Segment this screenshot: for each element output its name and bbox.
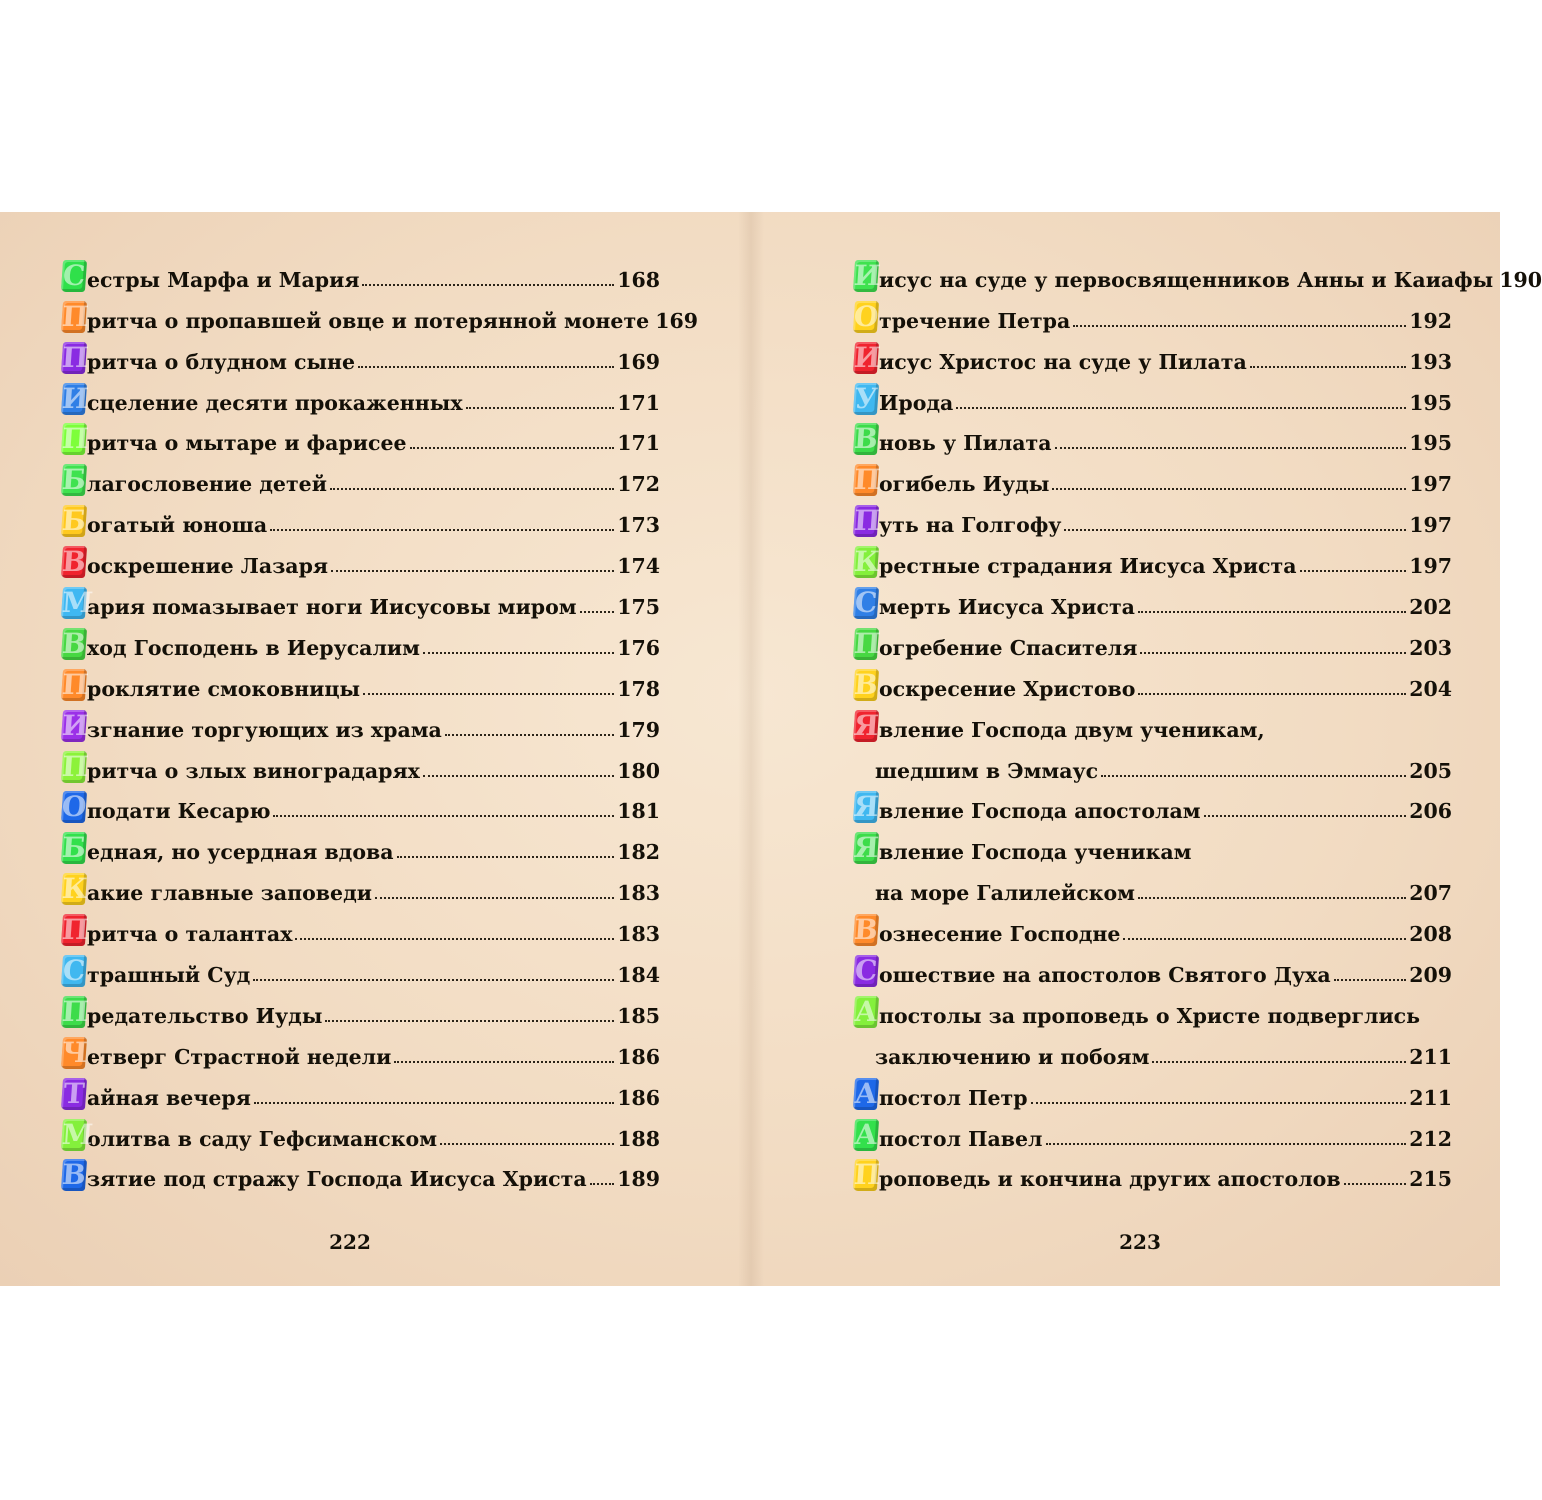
toc-entry — [62, 625, 660, 666]
toc-entry — [62, 543, 660, 584]
toc-entry — [854, 1116, 1452, 1157]
toc-entry-continuation — [854, 748, 1452, 789]
toc-entry-continuation — [854, 1034, 1452, 1075]
drop-cap-initial: П — [60, 422, 90, 456]
dot-leader — [580, 611, 615, 613]
dot-leader — [253, 979, 614, 981]
toc-entry — [854, 543, 1452, 584]
dot-leader — [1073, 325, 1406, 327]
toc-page-number: 192 — [1409, 308, 1452, 333]
toc-page-number: 197 — [1409, 513, 1452, 538]
toc-entry-title: постол Павел — [879, 1126, 1043, 1151]
toc-entry-title: вление Господа двум ученикам, — [879, 717, 1265, 742]
toc-entry-title: мерть Иисуса Христа — [879, 595, 1135, 620]
toc-entry-title: исус на суде у первосвященников Анны и Каиафы — [879, 267, 1494, 292]
right-page — [750, 212, 1542, 1286]
toc-entry — [62, 870, 660, 911]
toc-entry — [62, 707, 660, 748]
drop-cap-initial: И — [60, 381, 90, 415]
dot-leader — [295, 938, 614, 940]
toc-entry — [62, 666, 660, 707]
toc-page-number: 183 — [617, 881, 660, 906]
dot-leader — [362, 284, 614, 286]
toc-page-number: 195 — [1409, 431, 1452, 456]
drop-cap-initial: К — [60, 872, 89, 906]
toc-entry-title: ритча о пропавшей овце и потерянной монете — [87, 308, 650, 333]
dot-leader — [440, 1143, 614, 1145]
toc-entry — [854, 952, 1452, 993]
table-of-contents-right — [852, 257, 1542, 1197]
drop-cap-initial: И — [60, 708, 90, 742]
drop-cap-initial: А — [853, 994, 879, 1028]
toc-entry-title: заключению и побоям — [875, 1044, 1150, 1069]
toc-entry-title: огребение Спасителя — [879, 635, 1138, 660]
drop-cap-initial: П — [852, 626, 882, 660]
toc-page-number: 183 — [617, 922, 660, 947]
drop-cap-initial: В — [61, 1158, 88, 1192]
toc-entry-title: огибель Иуды — [879, 472, 1050, 497]
toc-entry-title: на море Галилейском — [875, 881, 1135, 906]
drop-cap-initial: С — [853, 586, 879, 620]
dot-leader — [445, 734, 614, 736]
toc-page-number: 190 — [1499, 267, 1542, 292]
toc-page-number: 174 — [617, 554, 660, 579]
toc-entry — [62, 421, 660, 462]
dot-leader — [330, 488, 614, 490]
toc-entry-title: ритча о злых виноградарях — [87, 758, 420, 783]
drop-cap-initial: М — [60, 1117, 95, 1151]
toc-entry-title: тречение Петра — [879, 308, 1071, 333]
drop-cap-initial: Б — [60, 504, 88, 538]
toc-entry-title: исус Христос на суде у Пилата — [879, 349, 1247, 374]
toc-page-number: 195 — [1409, 390, 1452, 415]
toc-page-number: 168 — [617, 267, 660, 292]
drop-cap-initial: К — [852, 545, 881, 579]
toc-page-number: 207 — [1409, 881, 1452, 906]
toc-entry-title: оскрешение Лазаря — [87, 554, 329, 579]
drop-cap-initial: В — [61, 545, 88, 579]
toc-page-number: 182 — [617, 840, 660, 865]
toc-page-number: 205 — [1409, 758, 1452, 783]
toc-page-number: 186 — [617, 1044, 660, 1069]
dot-leader — [423, 652, 614, 654]
toc-page-number: 215 — [1409, 1167, 1452, 1192]
toc-entry — [854, 1157, 1452, 1198]
toc-page-number: 208 — [1409, 922, 1452, 947]
toc-entry — [854, 707, 1452, 748]
toc-entry-title: рестные страдания Иисуса Христа — [879, 554, 1297, 579]
toc-entry — [62, 1034, 660, 1075]
toc-entry — [62, 789, 660, 830]
dot-leader — [590, 1183, 615, 1185]
dot-leader — [1300, 570, 1407, 572]
drop-cap-initial: В — [853, 422, 880, 456]
toc-entry-title: вление Господа апостолам — [879, 799, 1201, 824]
toc-entry — [854, 584, 1452, 625]
toc-page-number: 206 — [1409, 799, 1452, 824]
toc-entry — [62, 748, 660, 789]
dot-leader — [1123, 938, 1406, 940]
toc-entry-title: естры Марфа и Мария — [87, 267, 360, 292]
drop-cap-initial: О — [60, 790, 88, 824]
toc-entry-title: огатый юноша — [87, 513, 268, 538]
toc-entry-title: етверг Страстной недели — [87, 1044, 392, 1069]
drop-cap-initial: Ч — [60, 1035, 89, 1069]
dot-leader — [1204, 815, 1407, 817]
toc-entry — [854, 461, 1452, 502]
toc-entry — [62, 257, 660, 298]
toc-page-number: 175 — [617, 595, 660, 620]
drop-cap-initial: В — [61, 626, 88, 660]
toc-page-number: 193 — [1409, 349, 1452, 374]
drop-cap-initial: С — [61, 954, 87, 988]
toc-page-number: 211 — [1409, 1044, 1452, 1069]
toc-page-number: 181 — [617, 799, 660, 824]
toc-entry-title: роповедь и кончина других апостолов — [879, 1167, 1341, 1192]
toc-entry — [854, 911, 1452, 952]
toc-page-number: 169 — [655, 308, 699, 333]
toc-entry — [62, 993, 660, 1034]
toc-entry — [62, 1075, 660, 1116]
dot-leader — [394, 1061, 614, 1063]
dot-leader — [331, 570, 614, 572]
left-page — [0, 212, 750, 1286]
drop-cap-initial: О — [852, 299, 880, 333]
toc-page-number: 178 — [617, 676, 660, 701]
toc-page-number: 197 — [1409, 472, 1452, 497]
toc-entry-title: подати Кесарю — [87, 799, 271, 824]
toc-page-number: 184 — [617, 963, 660, 988]
toc-entry — [62, 1116, 660, 1157]
drop-cap-initial: М — [60, 586, 95, 620]
toc-entry-title: акие главные заповеди — [87, 881, 372, 906]
toc-page-number: 189 — [617, 1167, 660, 1192]
dot-leader — [375, 897, 614, 899]
toc-page-number: 188 — [617, 1126, 660, 1151]
toc-page-number: 173 — [617, 513, 660, 538]
toc-page-number: 179 — [617, 717, 660, 742]
toc-entry-title: новь у Пилата — [879, 431, 1052, 456]
toc-entry-title: трашный Суд — [87, 963, 251, 988]
toc-entry-title: ритча о блудном сыне — [87, 349, 356, 374]
dot-leader — [273, 815, 614, 817]
dot-leader — [254, 1102, 614, 1104]
toc-entry-title: роклятие смоковницы — [87, 676, 361, 701]
toc-entry-title: уть на Голгофу — [879, 513, 1062, 538]
toc-entry-title: ритча о талантах — [87, 922, 293, 947]
dot-leader — [270, 529, 614, 531]
dot-leader — [1138, 693, 1406, 695]
toc-entry — [854, 339, 1452, 380]
page-number: 223 — [1119, 1230, 1161, 1254]
dot-leader — [1052, 488, 1406, 490]
drop-cap-initial: С — [853, 954, 879, 988]
drop-cap-initial: Я — [852, 790, 880, 824]
toc-entry — [62, 952, 660, 993]
toc-entry-title: Ирода — [879, 390, 954, 415]
dot-leader — [1064, 529, 1406, 531]
dot-leader — [410, 447, 615, 449]
toc-entry — [62, 461, 660, 502]
toc-page-number: 197 — [1409, 554, 1452, 579]
drop-cap-initial: П — [60, 340, 90, 374]
toc-entry — [854, 298, 1452, 339]
dot-leader — [956, 407, 1406, 409]
toc-page-number: 180 — [617, 758, 660, 783]
toc-entry-title: айная вечеря — [87, 1085, 251, 1110]
toc-entry — [62, 339, 660, 380]
toc-entry-title: вление Господа ученикам — [879, 840, 1192, 865]
drop-cap-initial: Я — [852, 708, 880, 742]
dot-leader — [1138, 897, 1406, 899]
toc-page-number: 202 — [1409, 595, 1452, 620]
toc-entry — [854, 789, 1452, 830]
dot-leader — [1138, 611, 1406, 613]
drop-cap-initial: Б — [60, 831, 88, 865]
toc-entry — [854, 625, 1452, 666]
toc-entry — [854, 1075, 1452, 1116]
toc-page-number: 176 — [617, 635, 660, 660]
dot-leader — [1334, 979, 1407, 981]
toc-page-number: 204 — [1409, 676, 1452, 701]
toc-entry — [62, 911, 660, 952]
dot-leader — [1101, 775, 1406, 777]
toc-page-number: 171 — [617, 431, 660, 456]
toc-entry — [62, 380, 660, 421]
toc-entry — [62, 829, 660, 870]
toc-page-number: 172 — [617, 472, 660, 497]
toc-entry-continuation — [854, 870, 1452, 911]
toc-entry-title: шедшим в Эммаус — [875, 758, 1099, 783]
dot-leader — [1152, 1061, 1406, 1063]
toc-entry-title: едная, но усердная вдова — [87, 840, 394, 865]
toc-entry-title: постол Петр — [879, 1085, 1028, 1110]
toc-entry-title: постолы за проповедь о Христе подверглись — [879, 1003, 1421, 1028]
dot-leader — [1344, 1183, 1407, 1185]
toc-entry-title: сцеление десяти прокаженных — [87, 390, 463, 415]
toc-entry-title: ошествие на апостолов Святого Духа — [879, 963, 1331, 988]
toc-entry-title: згнание торгующих из храма — [87, 717, 442, 742]
table-of-contents-left — [60, 257, 699, 1197]
drop-cap-initial: И — [852, 258, 882, 292]
toc-entry-title: олитва в саду Гефсиманском — [87, 1126, 438, 1151]
toc-entry — [854, 421, 1452, 462]
dot-leader — [1140, 652, 1406, 654]
drop-cap-initial: Я — [852, 831, 880, 865]
toc-entry — [62, 502, 660, 543]
dot-leader — [363, 693, 614, 695]
toc-entry-title: зятие под стражу Господа Иисуса Христа — [87, 1167, 587, 1192]
drop-cap-initial: П — [852, 1158, 882, 1192]
toc-page-number: 212 — [1409, 1126, 1452, 1151]
toc-entry-title: ход Господень в Иерусалим — [87, 635, 420, 660]
drop-cap-initial: С — [61, 258, 87, 292]
toc-page-number: 203 — [1409, 635, 1452, 660]
dot-leader — [1250, 366, 1406, 368]
drop-cap-initial: А — [853, 1076, 879, 1110]
drop-cap-initial: Т — [62, 1076, 86, 1110]
toc-entry — [62, 584, 660, 625]
dot-leader — [466, 407, 615, 409]
toc-entry-title: ария помазывает ноги Иисусовы миром — [87, 595, 577, 620]
drop-cap-initial: Б — [60, 463, 88, 497]
drop-cap-initial: П — [852, 463, 882, 497]
drop-cap-initial: И — [852, 340, 882, 374]
drop-cap-initial: П — [852, 504, 882, 538]
toc-page-number: 211 — [1409, 1085, 1452, 1110]
dot-leader — [1046, 1143, 1407, 1145]
toc-entry — [854, 829, 1452, 870]
toc-entry — [60, 298, 699, 339]
toc-entry — [852, 257, 1542, 298]
toc-entry-title: лагословение детей — [87, 472, 327, 497]
dot-leader — [1055, 447, 1407, 449]
dot-leader — [358, 366, 614, 368]
dot-leader — [1031, 1102, 1407, 1104]
toc-page-number: 169 — [617, 349, 660, 374]
toc-entry — [854, 380, 1452, 421]
toc-page-number: 171 — [617, 390, 660, 415]
toc-entry-title: редательство Иуды — [87, 1003, 323, 1028]
drop-cap-initial: П — [60, 667, 90, 701]
book-spread — [0, 212, 1542, 1286]
dot-leader — [397, 856, 615, 858]
toc-entry — [854, 993, 1452, 1034]
toc-entry — [854, 666, 1452, 707]
toc-entry-title: ритча о мытаре и фарисее — [87, 431, 407, 456]
drop-cap-initial: А — [853, 1117, 879, 1151]
drop-cap-initial: П — [60, 299, 90, 333]
toc-entry-title: ознесение Господне — [879, 922, 1121, 947]
dot-leader — [423, 775, 614, 777]
drop-cap-initial: У — [853, 381, 879, 415]
toc-page-number: 186 — [617, 1085, 660, 1110]
page-number: 222 — [329, 1230, 371, 1254]
dot-leader — [325, 1020, 614, 1022]
toc-entry — [62, 1157, 660, 1198]
toc-page-number: 185 — [617, 1003, 660, 1028]
drop-cap-initial: П — [60, 994, 90, 1028]
toc-entry — [854, 502, 1452, 543]
drop-cap-initial: П — [60, 749, 90, 783]
toc-page-number: 209 — [1409, 963, 1452, 988]
drop-cap-initial: П — [60, 913, 90, 947]
drop-cap-initial: В — [853, 667, 880, 701]
toc-entry-title: оскресение Христово — [879, 676, 1136, 701]
drop-cap-initial: В — [853, 913, 880, 947]
